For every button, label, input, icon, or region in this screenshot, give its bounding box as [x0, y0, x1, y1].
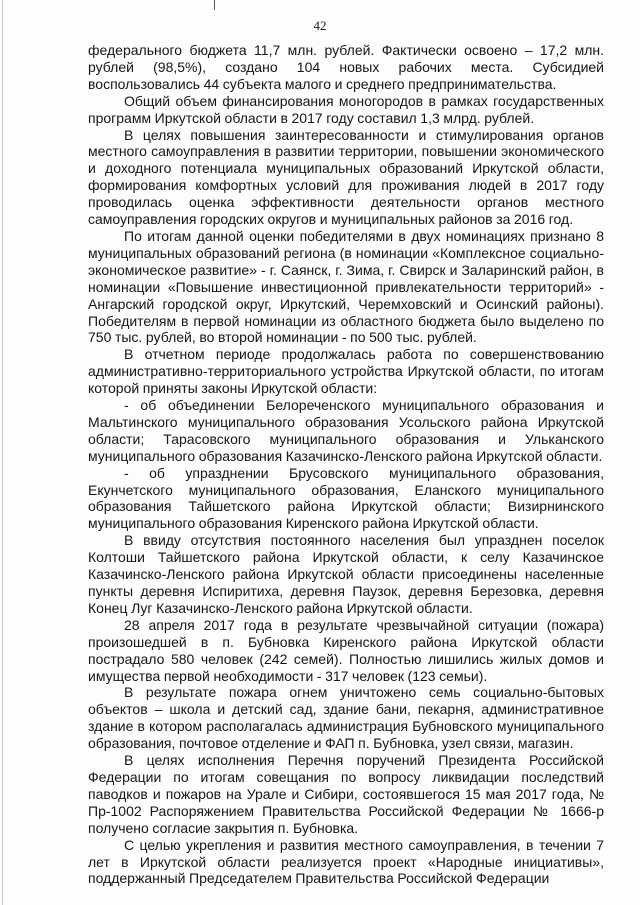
paragraph-11: В целях исполнения Перечня поручений Президента Российской Федерации по итогам совещания по вопросу ликвидации последствий паводков и пожаров на Урале и Сибири, состоявшегося 15 мая 2017 года, № Пр-1002 Распоряжением Правительства Российской Федерации № 1666-р получено согласие закрытия п. Бубновка. — [88, 752, 604, 836]
scan-edge-line — [2, 0, 3, 905]
page-number: 42 — [313, 18, 327, 33]
paragraph-12: С целью укрепления и развития местного самоуправления, в течении 7 лет в Иркутской области реализуется проект «Народные инициативы», поддержанный Председателем Правительства Российской Федерации — [88, 836, 604, 887]
paragraph-4: По итогам данной оценки победителями в двух номинациях признано 8 муниципальных образований региона (в номинации «Комплексное социально-экономическое развитие» - г. Саянск, г. Зима, г. Свирск и Заларинский район, в номинации «Повышение инвестиционной привлекательности территорий» - Ангарский городской округ, Иркутский, Черемховский и Осинский районы). Победителям в первой номинации из областного бюджета было выделено по 750 тыс. рублей, во второй номинации - по 500 тыс. рублей. — [88, 227, 604, 346]
list-item-1: - об объединении Белореченского муниципального образования и Мальтинского муниципального образования Усольского района Иркутской области; Тарасовского муниципального образования и Ульканского муниципального образования Казачинско-Ленского района Иркутской области. — [88, 397, 604, 464]
paragraph-5: В отчетном периоде продолжалась работа по совершенствованию административно-территориального устройства Иркутской области, по итогам которой приняты законы Иркутской области: — [88, 346, 604, 397]
document-body — [88, 42, 604, 887]
paragraph-8: В ввиду отсутствия постоянного населения был упразднен поселок Колтоши Тайшетского района Иркутской области, к селу Казачинское Казачинско-Ленского района Иркутской области присоединены населенные пункты деревня Испиритиха, деревня Паузок, деревня Березовка, деревня Конец Луг Казачинско-Ленского района Иркутской области. — [88, 532, 604, 616]
list-item-2: - об упразднении Брусовского муниципального образования, Екунчетского муниципального образования, Еланского муниципального образования Тайшетского района Иркутской области; Визирнинского муниципального образования Киренского района Иркутской области. — [88, 464, 604, 532]
paragraph-3: В целях повышения заинтересованности и стимулирования органов местного самоуправления в развитии территории, повышении экономического и доходного потенциала муниципальных образований Иркутской области, формирования комфортных условий для проживания людей в 2017 году проводилась оценка эффективности деятельности органов местного самоуправления городских округов и муниципальных районов за 2016 год. — [88, 126, 604, 228]
paragraph-10: В результате пожара огнем уничтожено семь социально-бытовых объектов – школа и детский сад, здание бани, пекарня, административное здание в котором располагалась администрация Бубновского муниципального образования, почтовое отделение и ФАП п. Бубновка, узел связи, магазин. — [88, 684, 604, 752]
paragraph-1: федерального бюджета 11,7 млн. рублей. Фактически освоено – 17,2 млн. рублей (98,5%), создано 104 новых рабочих места. Субсидией воспользовались 44 субъекта малого и среднего предпринимательства. — [88, 42, 604, 92]
paragraph-2: Общий объем финансирования моногородов в рамках государственных программ Иркутской области в 2017 году составил 1,3 млрд. рублей. — [88, 92, 604, 126]
scan-mark — [214, 0, 215, 10]
paragraph-9: 28 апреля 2017 года в результате чрезвычайной ситуации (пожара) произошедшей в п. Бубновка Киренского района Иркутской области пострадало 580 человек (242 семей). Полностью лишились жилых домов и имущества первой необходимости - 317 человек (123 семьи). — [88, 616, 604, 684]
